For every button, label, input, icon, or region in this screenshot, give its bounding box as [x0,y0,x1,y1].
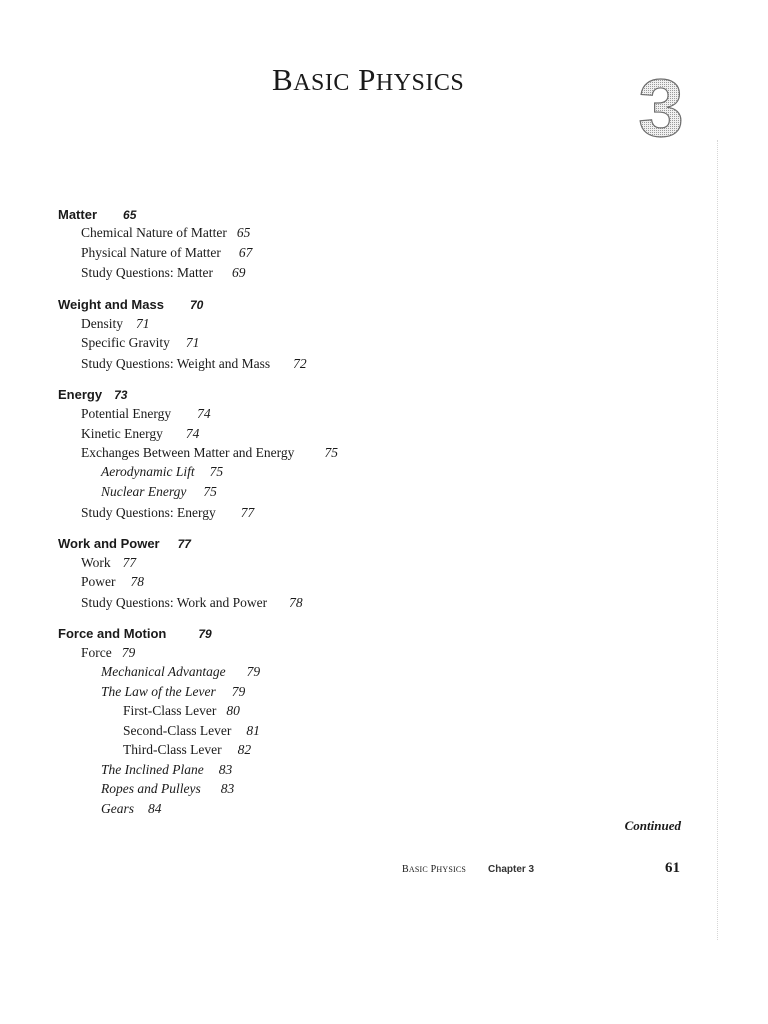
toc-entry-title: Study Questions: Work and Power [81,595,268,610]
toc-entry-page-number: 83 [220,781,235,796]
toc-entry-page-number: 70 [189,298,204,312]
toc-subsection-entry [81,336,199,350]
toc-entry-page-number: 79 [121,645,136,660]
toc-topic-entry [101,782,234,796]
toc-entry-page-number: 84 [148,801,162,816]
toc-entry-page-number: 71 [136,316,150,331]
toc-entry-title: Work [81,555,111,570]
toc-subsection-entry [81,575,144,589]
toc-entry-page-number: 72 [293,356,307,371]
toc-entry-title: Second-Class Lever [123,723,232,738]
chapter-number-graphic [628,68,694,142]
toc-topic-entry [101,485,217,499]
toc-entry-title: Nuclear Energy [101,484,187,499]
toc-entry-page-number: 77 [122,555,137,570]
toc-entry-page-number: 79 [198,627,212,641]
toc-entry-title: Study Questions: Energy [81,505,216,520]
toc-section-entry [58,298,203,311]
toc-entry-title: First-Class Lever [123,703,217,718]
toc-entry-title: Kinetic Energy [81,426,163,441]
toc-entry-title: Force and Motion [58,626,167,641]
chapter-title: BASIC PHYSICS [272,62,465,97]
toc-entry-page-number: 69 [232,265,246,280]
toc-entry-title: Power [81,574,116,589]
toc-entry-page-number: 80 [226,703,240,718]
toc-entry-title: Aerodynamic Lift [101,464,195,479]
toc-entry-page-number: 81 [246,723,260,738]
toc-topic-entry [101,763,232,777]
toc-entry-page-number: 79 [231,684,246,699]
toc-subsection-entry [81,646,135,660]
toc-entry-page-number: 67 [238,245,253,260]
toc-entry-page-number: 75 [203,484,217,499]
toc-section-entry [58,388,127,401]
toc-entry-title: Potential Energy [81,406,172,421]
toc-entry-title: Mechanical Advantage [101,664,226,679]
toc-entry-title: Study Questions: Matter [81,265,213,280]
toc-subsection-entry [81,317,150,331]
toc-entry-page-number: 73 [114,388,128,402]
toc-subsection-entry [81,506,254,520]
toc-subsection-entry [81,556,136,570]
toc-entry-title: Exchanges Between Matter and Energy [81,445,295,460]
toc-entry-title: Chemical Nature of Matter [81,225,227,240]
toc-subsection-entry [81,407,211,421]
toc-entry-page-number: 77 [240,505,255,520]
toc-entry-page-number: 77 [177,537,191,551]
toc-entry-title: Force [81,645,112,660]
toc-topic-entry [101,665,260,679]
toc-entry-title: Ropes and Pulleys [101,781,201,796]
toc-entry-page-number: 65 [236,225,251,240]
toc-topic-entry [101,802,162,816]
toc-entry-title: The Inclined Plane [101,762,204,777]
toc-topic-entry [101,465,223,479]
toc-subsection-entry [81,246,252,260]
toc-subsection-entry [81,226,250,240]
toc-entry-title: Study Questions: Weight and Mass [81,356,271,371]
toc-entry-title: Physical Nature of Matter [81,245,221,260]
svg-text:3: 3 [638,68,684,142]
toc-entry-page-number: 71 [185,335,200,350]
toc-subtopic-entry [123,704,240,718]
toc-entry-page-number: 78 [130,574,144,589]
toc-section-entry [58,537,191,550]
toc-entry-page-number: 65 [123,208,137,222]
toc-entry-page-number: 74 [185,426,200,441]
toc-entry-title: Density [81,316,123,331]
toc-topic-entry [101,685,245,699]
toc-subsection-entry [81,266,246,280]
toc-subsection-entry [81,427,199,441]
toc-entry-title: Matter [58,207,98,222]
toc-entry-title: Work and Power [58,536,160,551]
toc-subsection-entry [81,357,307,371]
toc-entry-title: Third-Class Lever [123,742,222,757]
toc-section-entry [58,627,212,640]
page-number: 61 [665,860,680,876]
footer-chapter-label: Chapter 3 [488,864,535,875]
toc-entry-title: The Law of the Lever [101,684,216,699]
footer-running-head: BASIC PHYSICS [402,864,467,875]
toc-entry-title: Specific Gravity [81,335,170,350]
toc-entry-page-number: 82 [237,742,252,757]
toc-subsection-entry [81,446,338,460]
toc-entry-page-number: 78 [289,595,303,610]
toc-entry-page-number: 75 [324,445,338,460]
scan-edge-mark [717,140,718,940]
toc-entry-page-number: 74 [197,406,211,421]
toc-subtopic-entry [123,724,260,738]
toc-entry-page-number: 83 [218,762,233,777]
toc-entry-title: Energy [58,387,103,402]
toc-section-entry [58,208,136,221]
continued-label: Continued [624,818,681,833]
toc-entry-title: Weight and Mass [58,297,164,312]
toc-entry-title: Gears [101,801,134,816]
toc-entry-page-number: 75 [209,464,224,479]
toc-entry-page-number: 79 [246,664,261,679]
toc-subsection-entry [81,596,303,610]
toc-subtopic-entry [123,743,251,757]
